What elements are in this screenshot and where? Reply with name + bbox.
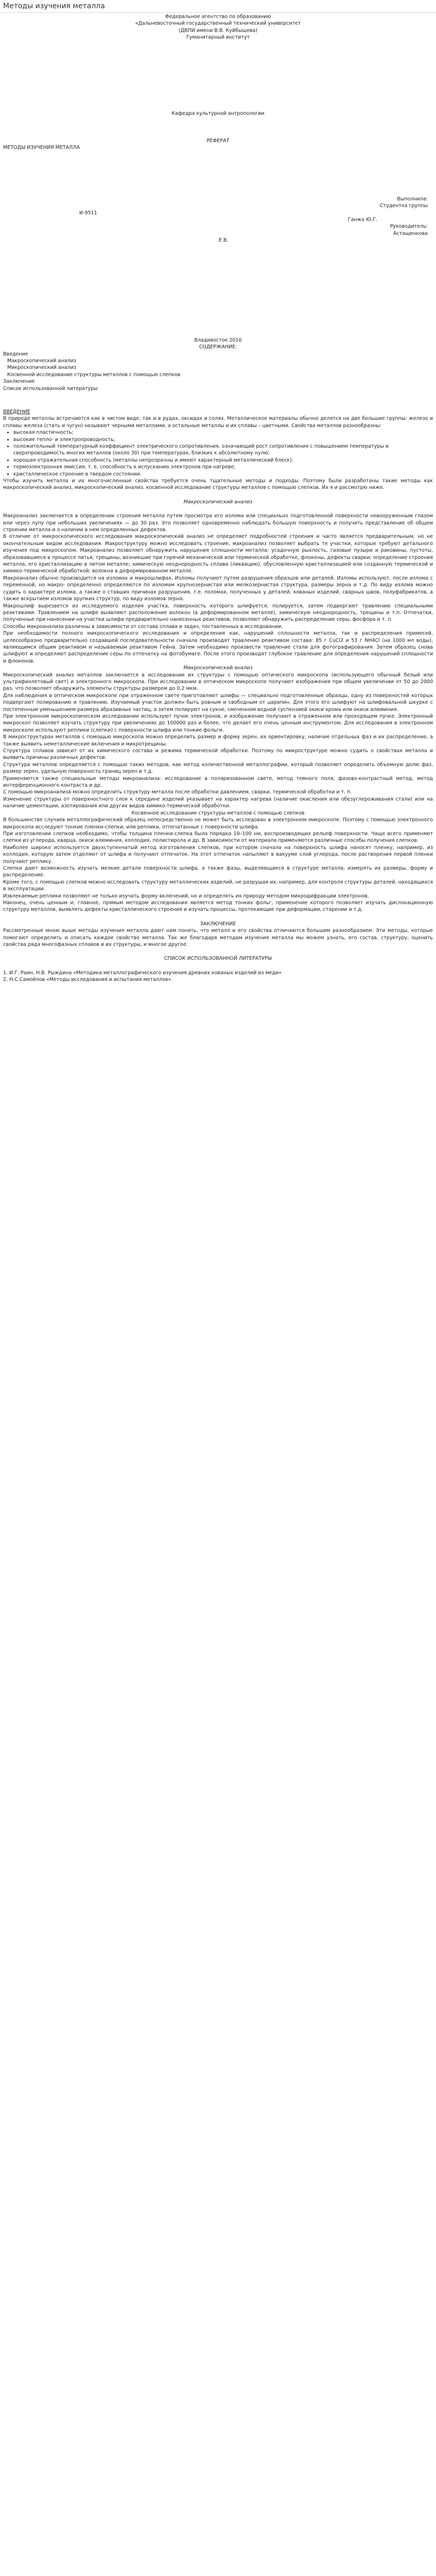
contents-title: СОДЕРЖАНИЕ: (199, 344, 237, 350)
toc-item[interactable]: Заключение (3, 379, 35, 385)
department-line: Кафедра культурной антропологии (171, 110, 265, 116)
micro-paragraph: Микроскопический анализ металлов заключается в исследовании их структуры с помощью оптического микроскопа (использующего обычный белый или ультрафиолетовый свет) и электронного микроскопа. При исследовании в оптическом микроскопе получают изображения при общем увеличении от 50 до 2000 раз, что позволяет обнаружить элементы структуры размером до 0,2 мкм. (3, 672, 433, 692)
supervisor-label: Руководитель: (390, 224, 428, 230)
replica-paragraph: Извлекаемые реплики позволяют не только изучать форму включений, но и определять их природу методом микродифракции электронов. (3, 893, 369, 899)
properties-list (3, 429, 433, 478)
student-name: Ганжа Ю.Г. (347, 217, 377, 223)
reference-item: 1. И.Г. Раин, Н.В. Рыждина «Методика металлографического изучения древних кованых изделий из меди» (3, 970, 282, 976)
table-of-contents (3, 351, 433, 392)
list-item: • термоэлектронная эмиссия, т. е. способность к испусканию электронов при нагреве; (13, 464, 433, 470)
work-type-line: РЕФЕРАТ (206, 138, 230, 144)
list-item: • положительный температурный коэффициент электрического сопротивления, означающий рост сопротивления с повышением температуры и сверхпроводимость многих металлов (около 30) при температурах, близких к абсолютному нулю; (13, 443, 433, 457)
list-item: • хорошая отражательная способность (металлы непрозрачны и имеют характерный металлический блеск); (13, 457, 433, 464)
micro-paragraph: Изменение структуры от поверхностного слоя к середине изделий указывает на характер нагрева (наличие окисления или обезуглероживания стали) или на наличие цементации, азотирования или других видов химико-термической обработки. (3, 796, 433, 809)
macro-paragraph: При необходимости полного микроскопического исследования и определения как, нарушений сплошности металла, так и распределения примесей, целесообразно предварительно создавшей последовательности сначала производят травление реактивом состава: 85 г CuCl2 и 53 г NH4Cl (на 1000 мл воды), являющимся общим реактивом и называемым реактивом Гейна. Затем необходимо произвести травление стали для фотографирования. Затем образец снова шлифуют и определяют распределение серы по отпечатку на фотобумаге. После этого производят глубокое травление для определения нарушений сплошности и флокенов. (3, 631, 433, 664)
city-year-line: Владивосток 2010 (194, 337, 242, 343)
micro-heading: Микроскопический анализ (183, 665, 253, 671)
document-title: Методы изучения металла (3, 2, 105, 10)
supervisor-name: Астащенкова (393, 230, 428, 236)
micro-paragraph: При электронном микроскопическом исследовании используют пучок электронов, и изображение получают в отраженном или проходящем пучке. Электронный микроскоп позволяет изучать структуру при увеличениях до 100000 раз и более, что делает его очень ценным инструментом. Для исследования в электронном микроскопе используют реплики (слепки) с поверхности шлифа или тонкие фольги. (3, 714, 433, 733)
micro-paragraph: Структура металлов определяется с помощью таких методов, как метод количественной металлографии, который позволяет определить объемную долю фаз, размер зерен, удельную поверхность границ зерен и т.д. (3, 761, 433, 775)
list-item: • кристаллическое строение в твердом состоянии. (13, 471, 433, 478)
micro-paragraph: С помощью микроанализа можно определить структуру металла после обработки давлением, сварки, термической обработки и т. п. (3, 789, 352, 795)
reference-item: 2. Н.С.Самойлов «Методы исследования и испытания металлов». (3, 977, 173, 983)
replica-paragraph: Кроме того, с помощью слепков можно исследовать структуру металлических изделий, не разрушая их, например, для контроля структуры деталей, находящихся в эксплуатации. (3, 879, 433, 892)
group-number: И-9511 (79, 210, 97, 216)
university-line: «Дальневосточный государственный технический университет (135, 21, 301, 27)
micro-paragraph: Для наблюдения в оптическом микроскопе при отраженном свете приготовляют шлифы — специально подготовленные образцы, одну из поверхностей которых подвергают полированию и травлению. Изучаемый участок должен быть ровным и свободным от царапин. Для этого его шлифуют на шлифовальной шкурке с постепенным уменьшением размера абразивных частиц, а затем полируют на сукне, смоченном водной суспензией окиси хрома или окиси алюминия. (3, 692, 433, 713)
macro-paragraph: Макроанализ заключается в определении строения металла путем просмотра его излома или специально подготовленной поверхности невооруженным глазом или через лупу при небольших увеличениях — до 30 раз. Это позволяет одновременно наблюдать большую поверхность и получить представление об общем строении металла и о наличии в нем определенных дефектов. (3, 513, 433, 533)
replica-paragraph: Наконец, очень ценным и, главное, прямым методом исследования является метод тонких фольг, применение которого позволяет изучать дислокационную структуру металлов, выявлять дефекты кристаллического строения и изучать процессы, протекающие при деформации, старении и т.д. (3, 900, 433, 913)
toc-item[interactable]: Введение (3, 351, 28, 357)
title-bar (0, 0, 436, 13)
replica-heading: Косвенное исследование структуры металлов с помощью слепков (131, 810, 305, 816)
replica-paragraph: В большинстве случаев металлографический образец непосредственно не может быть исследован в электронном микроскопе. Поэтому с помощью электронного микроскопа исследуют тонкие пленки-слепки, или реплики, отпечатанные с поверхности шлифа. (3, 817, 433, 830)
intro-paragraph: В природе металлы встречаются как в чистом виде, так и в рудах, оксидах и солях. Металлическое материалы обычно делятся на две большие группы: железо и сплавы железа (стать и чугун) называют черными металлами, а остальные металлы и их сплавы – цветными. Свойства металлов разнообразны: (3, 416, 433, 429)
references-heading: СПИСОК ИСПОЛЬЗОВАННОЙ ЛИТЕРАТУРЫ (164, 956, 272, 962)
university-named-line: (ДВПИ имени В.В. Куйбышева) (178, 27, 258, 33)
conclusion-heading: ЗАКЛЮЧЕНИЕ (200, 921, 236, 927)
replica-paragraph: Наиболее широко используется двухступенчатый метод изготовления слепков, при котором сначала на поверхность шлифа наносят пленку, например, из коллодия, которую затем отделяют от шлифа и получают отпечаток. На этот отпечаток напыляют в вакууме слой углерода, после растворения первой пленки получают реплику. (3, 844, 433, 865)
institute-line: Гуманитарный институт (186, 35, 250, 41)
student-label: Студентка группы (379, 203, 428, 209)
document-page (3, 13, 433, 984)
topic-line: МЕТОДЫ ИЗУЧЕНИЯ МЕТАЛЛА (3, 145, 80, 151)
macro-paragraph: В отличие от микроскопического исследования макроскопический анализ не определяет подробностей строения и часто является предварительным, но не окончательным видом исследования. Макроструктуру можно исследовать строение, макроанализ позволяет выбрать те участки, которые требуют детального изучения под микроскопом. Макроанализ позволяет обнаружить нарушения сплошности металла: усадочную рыхлость, газовые пузыри и раковины, пустоты, образовавшиеся в процессе литья, трещины, возникшие при горячей механической или термической обработке, флокены, дефекты сварки; определение строения металла, его кристаллизацию в литом металле; химическую неоднородность сплава (ликвацию), обусловленную кристаллизацией или созданную термической и химико-термической обработкой; волокна в деформированном металле. (3, 534, 433, 574)
title-page (3, 13, 433, 41)
macro-heading: Макроскопический анализ (183, 499, 253, 505)
micro-paragraph: Структура сплавов зависит от их химического состава и режима термической обработки. Поэтому по микроструктуре можно судить о свойствах металла и выявить причины различных дефектов. (3, 748, 433, 761)
macro-paragraph: Способы макроанализа различны в зависимости от состава сплава и задач, поставленных в исследовании. (3, 623, 283, 630)
intro-heading: ВВЕДЕНИЕ (3, 409, 30, 415)
list-item: • высокие тепло- и электропроводность; (13, 436, 433, 443)
intro-paragraph: Чтобы изучить металла и их многочисленные свойства требуется очень тщательные методы и подходы. Поэтому были разработаны такие методы как макроскопический анализ, микроскопический анализ, косвенной исследование структуры металлов с помощью слепков. Их я и рассмотрю ниже. (3, 478, 433, 491)
replica-paragraph: При изготовлении слепков необходимо, чтобы толщина пленки-слепка была порядка 10–100 нм, воспроизводящих рельеф поверхности. Чаще всего применяют слепки из углерода, кварца, окиси алюминия, коллодия, полистирола и др. В зависимости от материала применяются различные способы получения слепков. (3, 831, 433, 844)
ministry-line: Федеральное агентство по образованию (165, 14, 271, 20)
macro-paragraph: Макрошлиф вырезается из исследуемого изделия участка, поверхность которого шлифуется, полируется, затем подвергают травлению специальными реактивами. Травлением на шлифе выявляют расположение волокон (в деформированном металле), химическую неоднородность, трещины и т.п. Отпечатки, полученные при нанесении на участки шлифа предварительно нанесенных реактивов, позволяют обнаружить распределение серы, фосфора и т. п. (3, 603, 433, 623)
macro-paragraph: Макроанализ обычно производится на изломах и макрошлифах. Изломы получают путем разрушения образцов или деталей. Изломы используют, после излома с переменной, но макро- определенно определяются по изломам крупнозернистая или мелкозернистая структура, размеры зерна и т.д. По виду излома можно судить о характере излома, а также о ставших причинах разрушения, т.е. поломах, полученных у деталей, кованых изделий, сварных швов, полуфабрикатов, а также вскрытием изломов хрупких структур, по виду изломов зерна. (3, 575, 433, 602)
list-item: • высокая пластичность; (13, 429, 433, 436)
micro-paragraph: Применяются также специальные методы микроанализа: исследование в поляризованном свете, метод темного поля, фазово-контрастный метод, метод интерференционного контраста и др. (3, 775, 433, 789)
toc-item[interactable]: Косвенной исследование структуры металлов с помощью слепков (7, 371, 181, 378)
toc-item[interactable]: Макроскопический анализ (7, 358, 76, 364)
replica-paragraph: Слепки дают возможность изучать мелкие детали поверхности шлифа, а также фазы, выделяющиеся в структуре металла, измерять их размеры, форму и распределение. (3, 865, 433, 878)
toc-item[interactable]: Микроскопический анализ (7, 365, 77, 371)
performed-label: Выполнила: (397, 196, 428, 202)
supervisor-initials: Е.В. (219, 238, 229, 244)
micro-paragraph: В микроструктурах металлов с помощью микроскопа можно определить размер и форму зерен, их ориентировку, наличие отдельных фаз и их распределение, а также выявить неметаллические включения и микротрещины. (3, 734, 433, 747)
conclusion-paragraph: Рассмотренные мною выше методы изучения металла дают нам понять, что металл и его свойства отличаются большим разнообразием. Эти методы, которые помогают определить и описать каждое свойство металла. Так же благодаря методам изучения металла мы можем узнать, его состав, структуру, оценить свойства ряда многофазных сплавов и их структуры, и многое другое. (3, 928, 433, 947)
toc-item[interactable]: Список использованной литературы (3, 385, 98, 392)
